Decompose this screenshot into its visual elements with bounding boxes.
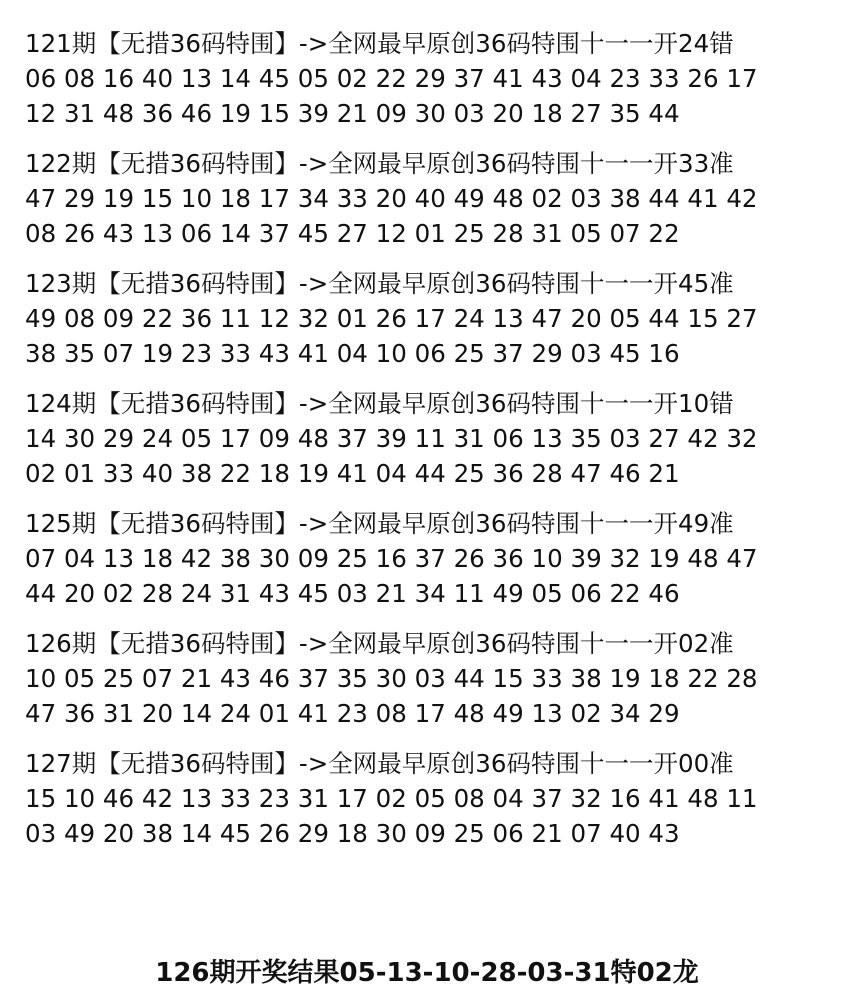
document-body — [25, 26, 835, 866]
period-entry-123 — [25, 266, 835, 371]
entry-header: 126期【无措36码特围】->全网最早原创36码特围十一一开02准 — [25, 629, 734, 658]
number-row: 47 29 19 15 10 18 17 34 33 20 40 49 48 02 03 38 44 41 42 — [25, 184, 758, 213]
period-entry-125 — [25, 506, 835, 611]
entry-header: 123期【无措36码特围】->全网最早原创36码特围十一一开45准 — [25, 269, 734, 298]
number-row: 06 08 16 40 13 14 45 05 02 22 29 37 41 43 04 23 33 26 17 — [25, 64, 758, 93]
period-entry-122 — [25, 146, 835, 251]
number-row: 02 01 33 40 38 22 18 19 41 04 44 25 36 28 47 46 21 — [25, 459, 680, 488]
entry-header: 122期【无措36码特围】->全网最早原创36码特围十一一开33准 — [25, 149, 734, 178]
period-entry-127 — [25, 746, 835, 851]
entry-header: 127期【无措36码特围】->全网最早原创36码特围十一一开00准 — [25, 749, 734, 778]
number-row: 44 20 02 28 24 31 43 45 03 21 34 11 49 05 06 22 46 — [25, 579, 680, 608]
number-row: 08 26 43 13 06 14 37 45 27 12 01 25 28 31 05 07 22 — [25, 219, 680, 248]
number-row: 12 31 48 36 46 19 15 39 21 09 30 03 20 18 27 35 44 — [25, 99, 680, 128]
entry-header: 124期【无措36码特围】->全网最早原创36码特围十一一开10错 — [25, 389, 734, 418]
entry-header: 125期【无措36码特围】->全网最早原创36码特围十一一开49准 — [25, 509, 734, 538]
number-row: 15 10 46 42 13 33 23 31 17 02 05 08 04 37 32 16 41 48 11 — [25, 784, 758, 813]
number-row: 14 30 29 24 05 17 09 48 37 39 11 31 06 13 35 03 27 42 32 — [25, 424, 758, 453]
number-row: 10 05 25 07 21 43 46 37 35 30 03 44 15 33 38 19 18 22 28 — [25, 664, 758, 693]
number-row: 03 49 20 38 14 45 26 29 18 30 09 25 06 21 07 40 43 — [25, 819, 680, 848]
number-row: 47 36 31 20 14 24 01 41 23 08 17 48 49 13 02 34 29 — [25, 699, 680, 728]
number-row: 07 04 13 18 42 38 30 09 25 16 37 26 36 10 39 32 19 48 47 — [25, 544, 758, 573]
period-entry-121 — [25, 26, 835, 131]
period-entry-124 — [25, 386, 835, 491]
number-row: 49 08 09 22 36 11 12 32 01 26 17 24 13 47 20 05 44 15 27 — [25, 304, 758, 333]
draw-result-footer: 126期开奖结果05-13-10-28-03-31特02龙 — [155, 958, 699, 988]
entry-header: 121期【无措36码特围】->全网最早原创36码特围十一一开24错 — [25, 29, 734, 58]
period-entry-126 — [25, 626, 835, 731]
number-row: 38 35 07 19 23 33 43 41 04 10 06 25 37 29 03 45 16 — [25, 339, 680, 368]
